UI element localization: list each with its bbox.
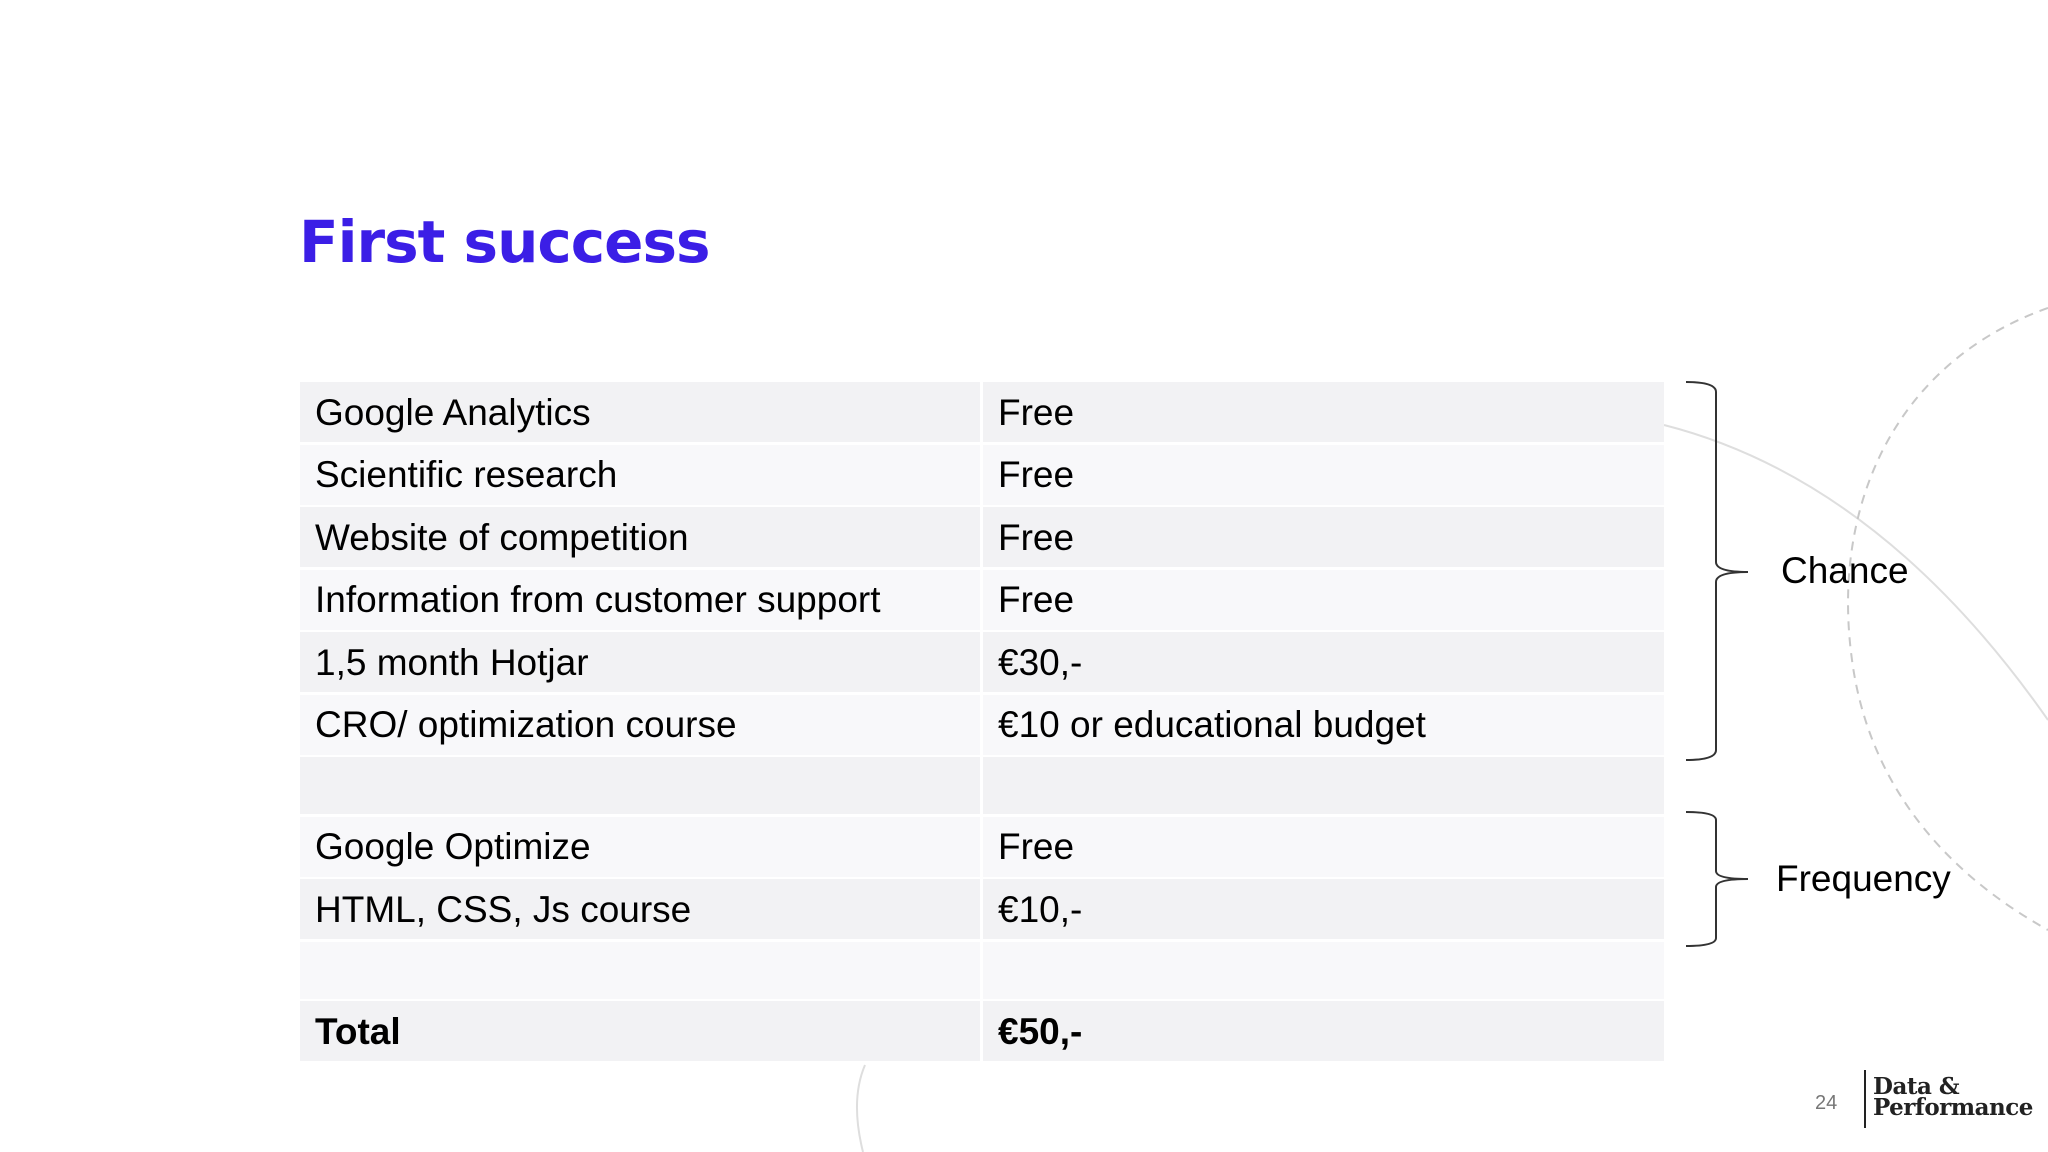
company-logo [1873,1073,2033,1121]
cost-cell: Free [983,445,1664,505]
logo-divider [1864,1070,1866,1128]
logo-line-2: Performance [1873,1094,2033,1121]
item-cell [300,757,980,814]
table-row [300,879,1664,939]
cost-cell: Free [983,507,1664,567]
cost-cell: Free [983,817,1664,877]
table-row [300,570,1664,630]
item-cell: Scientific research [300,445,980,505]
cost-cell: €30,- [983,632,1664,692]
total-value: €50,- [983,1001,1664,1061]
item-cell: CRO/ optimization course [300,695,980,755]
decor-arc-solid [857,1065,865,1152]
item-cell: Google Analytics [300,382,980,442]
cost-cell: Free [983,570,1664,630]
chance-bracket [1686,382,1748,760]
total-label: Total [300,1001,980,1061]
frequency-bracket [1686,812,1748,946]
item-cell: 1,5 month Hotjar [300,632,980,692]
page-number: 24 [1815,1092,1838,1114]
table-row-empty [300,942,1664,999]
item-cell: Information from customer support [300,570,980,630]
table-row [300,445,1664,505]
item-cell: HTML, CSS, Js course [300,879,980,939]
table-row-total [300,1001,1664,1061]
item-cell: Google Optimize [300,817,980,877]
table-row [300,695,1664,755]
cost-cell [983,757,1664,814]
table-row [300,632,1664,692]
cost-cell: €10,- [983,879,1664,939]
cost-cell [983,942,1664,999]
table-row-empty [300,757,1664,814]
frequency-label: Frequency [1776,858,1951,899]
slide-title: First success [299,208,710,276]
cost-cell: Free [983,382,1664,442]
cost-cell: €10 or educational budget [983,695,1664,755]
table-row [300,817,1664,877]
chance-label: Chance [1781,550,1909,591]
table-row [300,507,1664,567]
table-row [300,382,1664,442]
logo-line-1: Data & [1873,1073,1960,1100]
item-cell [300,942,980,999]
item-cell: Website of competition [300,507,980,567]
cost-table [300,382,1664,1064]
decor-circle-dashed [1848,308,2048,930]
